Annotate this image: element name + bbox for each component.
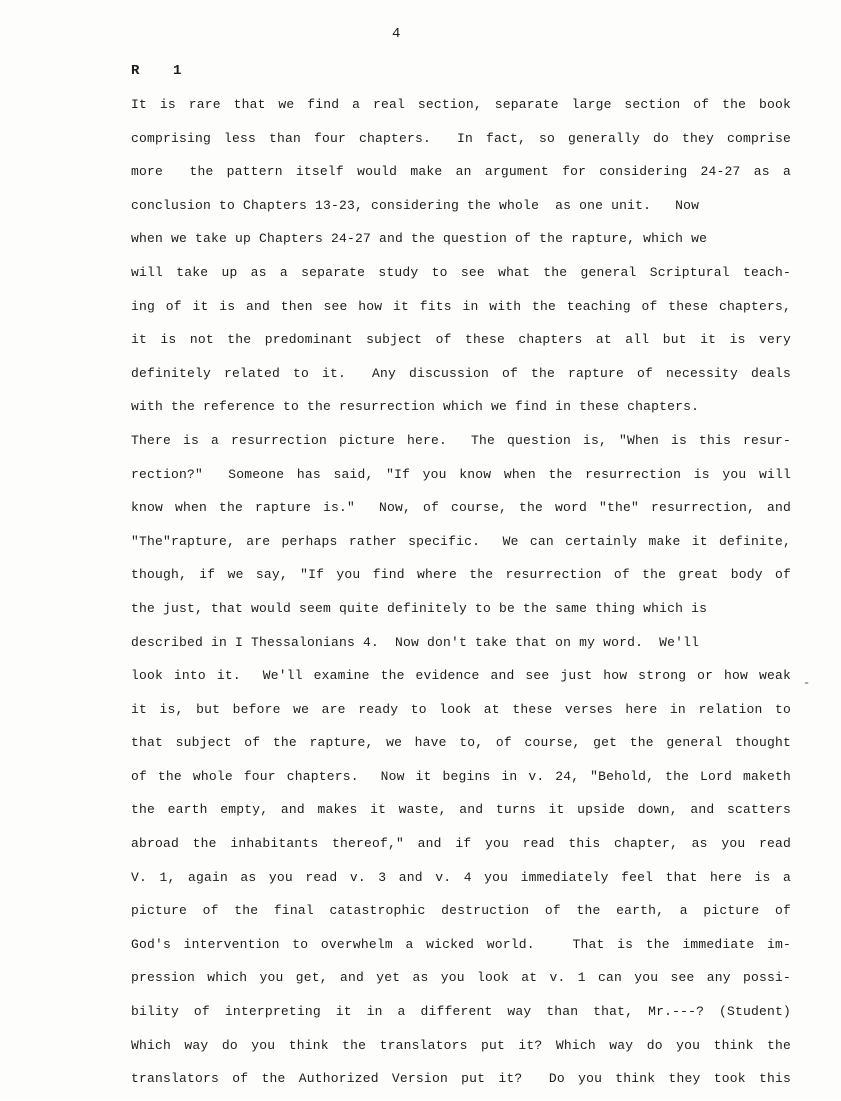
text-line: described in I Thessalonians 4. Now don't take that on my word. We'll: [131, 634, 700, 650]
text-line: definitely related to it. Any discussion of the rapture of necessity deals: [131, 365, 791, 381]
text-line: ing of it is and then see how it fits in with the teaching of these chapters,: [131, 298, 791, 314]
text-line: though, if we say, "If you find where the resurrection of the great body of: [131, 567, 791, 583]
text-line: it is not the predominant subject of these chapters at all but it is very: [131, 332, 791, 348]
text-line: picture of the final catastrophic destruction of the earth, a picture of: [131, 903, 791, 919]
text-line: translators of the Authorized Version put it? Do you think they took this: [131, 1071, 791, 1087]
text-line: pression which you get, and yet as you look at v. 1 can you see any possi-: [131, 970, 791, 986]
text-line: "The"rapture, are perhaps rather specific. We can certainly make it definite,: [131, 533, 791, 549]
text-line: the earth empty, and makes it waste, and turns it upside down, and scatters: [131, 802, 791, 818]
body-text: [131, 93, 791, 1101]
text-line: it is, but before we are ready to look at these verses here in relation to: [131, 701, 791, 717]
text-line: bility of interpreting it in a different way than that, Mr.---? (Student): [131, 1004, 791, 1020]
text-line: know when the rapture is." Now, of course, the word "the" resurrection, and: [131, 500, 791, 516]
page-number: 4: [392, 26, 401, 42]
text-line: look into it. We'll examine the evidence and see just how strong or how weak: [131, 668, 791, 684]
text-line: of the whole four chapters. Now it begins in v. 24, "Behold, the Lord maketh: [131, 768, 791, 784]
text-line: conclusion to Chapters 13-23, considering the whole as one unit. Now: [131, 197, 700, 213]
text-line: when we take up Chapters 24-27 and the question of the rapture, which we: [131, 231, 708, 247]
text-line: Which way do you think the translators put it? Which way do you think the: [131, 1037, 791, 1053]
text-line: It is rare that we find a real section, separate large section of the book: [131, 97, 791, 112]
text-line: that subject of the rapture, we have to, of course, get the general thought: [131, 735, 791, 751]
text-line: with the reference to the resurrection which we find in these chapters.: [131, 399, 700, 415]
margin-mark: -: [803, 676, 811, 690]
text-line: rection?" Someone has said, "If you know when the resurrection is you will: [131, 466, 791, 482]
text-line: comprising less than four chapters. In fact, so generally do they comprise: [131, 130, 791, 146]
section-header-label: R 1: [131, 63, 182, 79]
text-line: more the pattern itself would make an argument for considering 24-27 as a: [131, 164, 791, 180]
text-line: abroad the inhabitants thereof," and if you read this chapter, as you read: [131, 836, 791, 852]
text-line: There is a resurrection picture here. The question is, "When is this resur-: [131, 432, 791, 448]
text-line: God's intervention to overwhelm a wicked world. That is the immediate im-: [131, 936, 791, 952]
text-line: V. 1, again as you read v. 3 and v. 4 you immediately feel that here is a: [131, 869, 791, 885]
text-line: will take up as a separate study to see what the general Scriptural teach-: [131, 264, 791, 280]
text-line: the just, that would seem quite definitely to be the same thing which is: [131, 600, 708, 616]
